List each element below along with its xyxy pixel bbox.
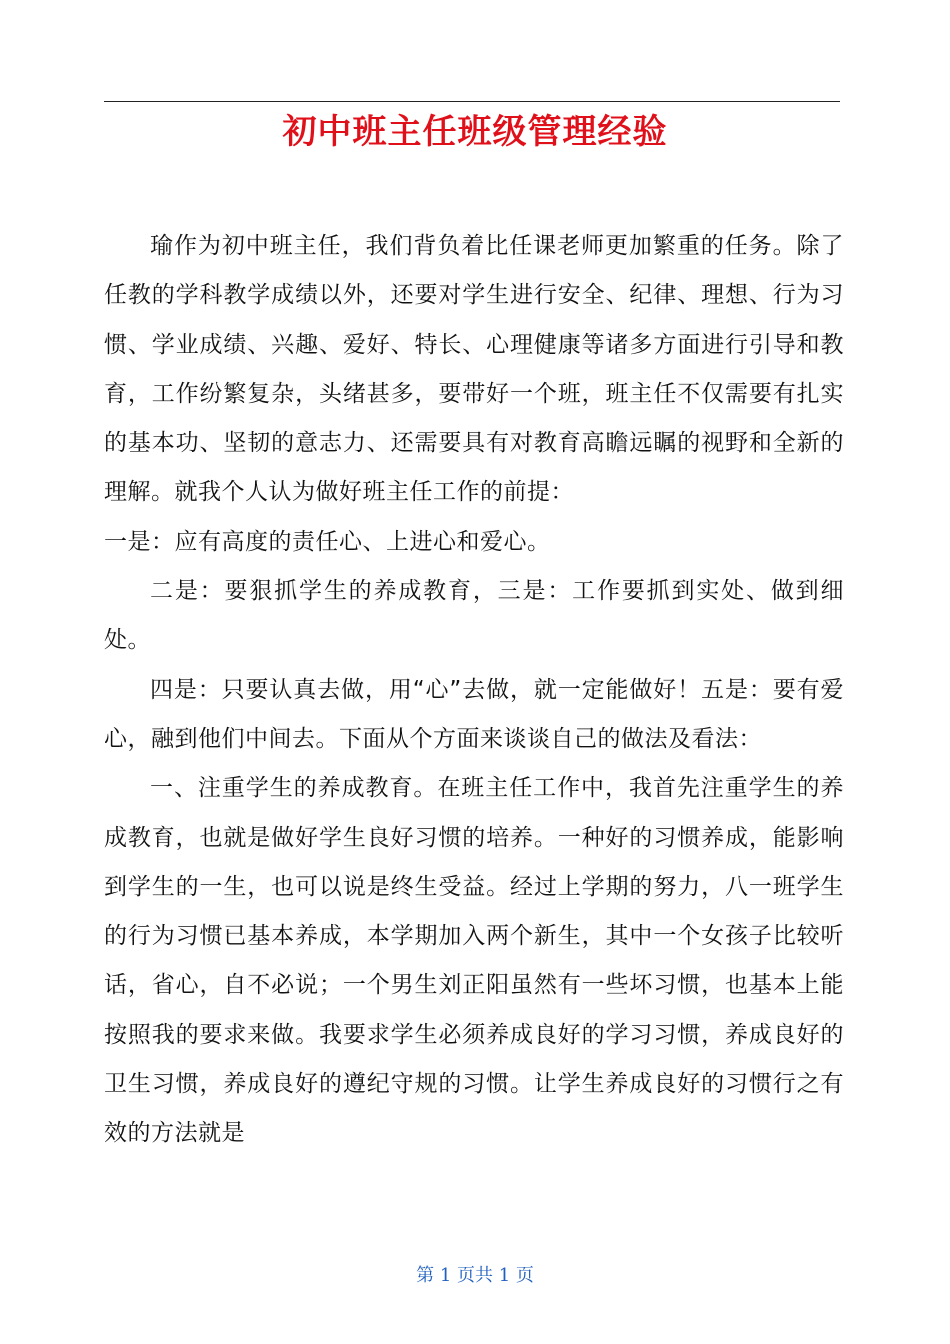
paragraph-points-two-three: 二是：要狠抓学生的养成教育，三是：工作要抓到实处、做到细处。 xyxy=(104,578,844,654)
paragraph-point-one: 一是：应有高度的责任心、上进心和爱心。 xyxy=(104,528,551,555)
document-title: 初中班主任班级管理经验 xyxy=(282,112,668,152)
page-footer: 第 1 页共 1 页 xyxy=(416,1265,534,1286)
document-body xyxy=(104,222,844,1159)
paragraph-points-four-five: 四是：只要认真去做，用“心”去做，就一定能做好！五是：要有爱心，融到他们中间去。下面从个方面来谈谈自己的做法及看法： xyxy=(104,676,844,752)
paragraph-intro: 瑜作为初中班主任，我们背负着比任课老师更加繁重的任务。除了任教的学科教学成绩以外，还要对学生进行安全、纪律、理想、行为习惯、学业成绩、兴趣、爱好、特长、心理健康等诸多方面进行引导和教育，工作纷繁复杂，头绪甚多，要带好一个班，班主任不仅需要有扎实的基本功、坚韧的意志力、还需要具有对教育高瞻远瞩的视野和全新的理解。就我个人认为做好班主任工作的前提： xyxy=(104,233,844,506)
paragraph-section-one: 一、注重学生的养成教育。在班主任工作中，我首先注重学生的养成教育，也就是做好学生良好习惯的培养。一种好的习惯养成，能影响到学生的一生，也可以说是终生受益。经过上学期的努力，八一班学生的行为习惯已基本养成，本学期加入两个新生，其中一个女孩子比较听话，省心，自不必说；一个男生刘正阳虽然有一些坏习惯，也基本上能按照我的要求来做。我要求学生必须养成良好的学习习惯，养成良好的卫生习惯，养成良好的遵纪守规的习惯。让学生养成良好的习惯行之有效的方法就是 xyxy=(104,775,844,1147)
header-rule xyxy=(104,101,840,102)
